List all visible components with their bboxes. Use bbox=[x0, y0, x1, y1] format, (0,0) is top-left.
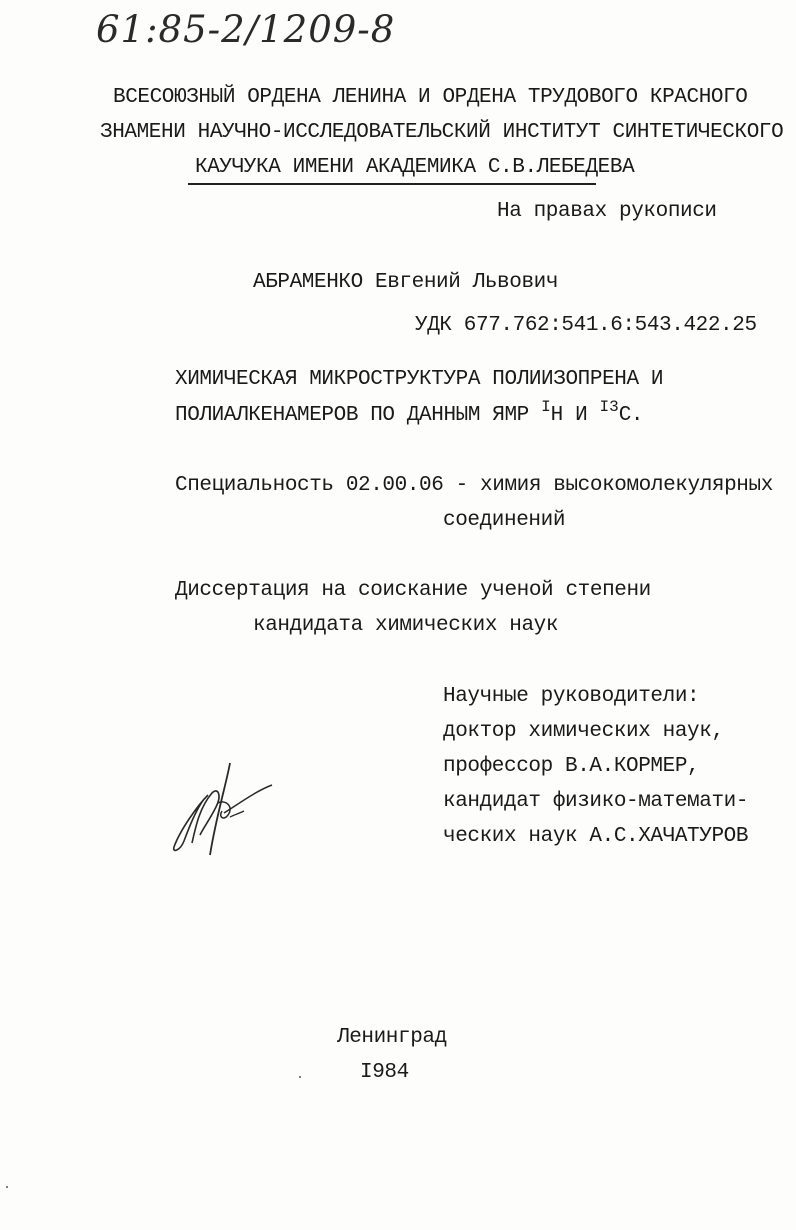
city: Ленинград bbox=[337, 1026, 447, 1049]
year: I984 bbox=[360, 1061, 409, 1084]
author-name: АБРАМЕНКО Евгений Львович bbox=[253, 271, 559, 294]
specialty-line-1: Специальность 02.00.06 - химия высокомолекулярных bbox=[175, 474, 773, 497]
signature-mark bbox=[160, 755, 280, 860]
archive-number-handwritten: 61:85-2/1209-8 bbox=[96, 8, 396, 51]
supervisors-line-3: кандидат физико-математи- bbox=[443, 790, 749, 813]
paper-speck bbox=[6, 1186, 8, 1188]
title-superscript-2: I3 bbox=[599, 398, 619, 416]
supervisors-line-4: ческих наук А.С.ХАЧАТУРОВ bbox=[443, 825, 749, 848]
title-superscript-1: I bbox=[541, 398, 551, 416]
title-line-1: ХИМИЧЕСКАЯ МИКРОСТРУКТУРА ПОЛИИЗОПРЕНА И bbox=[175, 368, 664, 391]
udc-code: УДК 677.762:541.6:543.422.25 bbox=[415, 314, 757, 337]
specialty-line-2: соединений bbox=[443, 509, 566, 532]
paper-speck bbox=[299, 1076, 301, 1078]
supervisors-heading: Научные руководители: bbox=[443, 685, 700, 708]
title-line-2 bbox=[175, 398, 644, 429]
header-underline bbox=[188, 183, 596, 185]
degree-line-2: кандидата химических наук bbox=[253, 614, 559, 637]
title-line-2-mid: H И bbox=[550, 404, 600, 427]
institute-line-1: ВСЕСОЮЗНЫЙ ОРДЕНА ЛЕНИНА И ОРДЕНА ТРУДОВОГО КРАСНОГО bbox=[113, 86, 748, 109]
supervisors-line-2: профессор В.А.КОРМЕР, bbox=[443, 755, 700, 778]
supervisors-line-1: доктор химических наук, bbox=[443, 720, 724, 743]
degree-line-1: Диссертация на соискание ученой степени bbox=[175, 579, 651, 602]
institute-line-3: КАУЧУКА ИМЕНИ АКАДЕМИКА С.В.ЛЕБЕДЕВА bbox=[195, 156, 635, 179]
institute-line-2: ЗНАМЕНИ НАУЧНО-ИССЛЕДОВАТЕЛЬСКИЙ ИНСТИТУТ СИНТЕТИЧЕСКОГО bbox=[100, 121, 784, 144]
manuscript-note: На правах рукописи bbox=[497, 200, 717, 223]
title-line-2-end: C. bbox=[618, 404, 644, 427]
title-line-2-text: ПОЛИАЛКЕНАМЕРОВ ПО ДАННЫМ ЯМР bbox=[175, 404, 542, 427]
